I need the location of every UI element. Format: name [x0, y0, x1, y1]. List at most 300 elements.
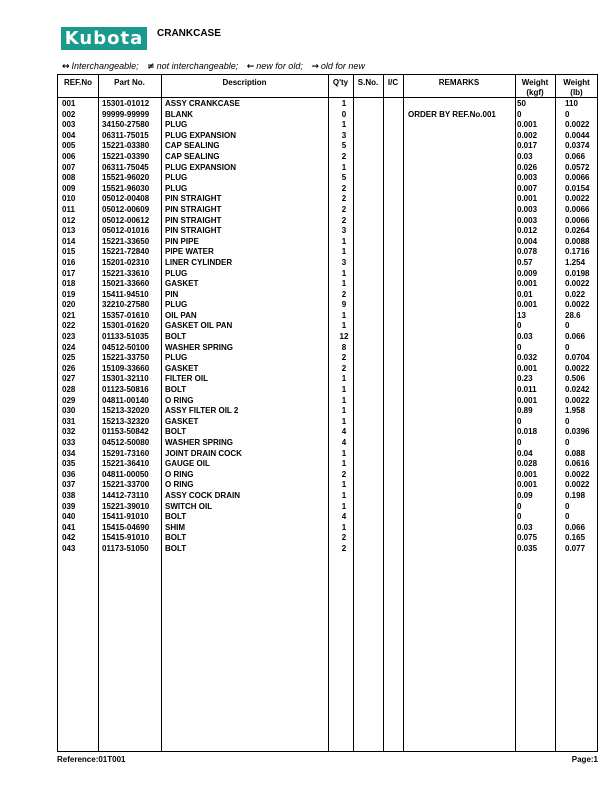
part-number-cell: 15221-36410	[102, 459, 150, 469]
table-row	[58, 216, 597, 227]
col-header-ref: REF.No	[64, 78, 92, 87]
ref-cell: 029	[62, 395, 76, 405]
weight-lb-cell: 0.0066	[565, 173, 590, 183]
quantity-cell: 5	[341, 141, 347, 151]
weight-kgf-cell: 0.001	[517, 395, 538, 405]
weight-kgf-cell: 0.03	[517, 332, 533, 342]
weight-lb-cell: 0	[565, 321, 570, 331]
quantity-cell: 2	[341, 183, 347, 193]
part-number-cell: 15221-33750	[102, 353, 150, 363]
description-cell: BOLT	[165, 543, 187, 553]
weight-lb-cell: 110	[565, 99, 578, 108]
weight-lb-cell: 0.066	[565, 522, 586, 532]
weight-lb-cell: 0.077	[565, 543, 586, 553]
quantity-cell: 1	[341, 120, 347, 130]
ref-cell: 027	[62, 374, 76, 384]
description-cell: WASHER SPRING	[165, 438, 234, 447]
part-number-cell: 15021-33660	[102, 279, 150, 289]
part-number-cell: 99999-99999	[102, 109, 150, 119]
table-row	[58, 131, 597, 142]
part-number-cell: 15411-91010	[102, 512, 149, 522]
table-row	[58, 459, 597, 470]
description-cell: GASKET	[165, 279, 199, 289]
table-row	[58, 374, 597, 385]
weight-lb-cell: 0.0066	[565, 204, 590, 214]
description-cell: PIN STRAIGHT	[165, 204, 222, 214]
ref-cell: 018	[62, 279, 76, 289]
col-header-weight-lb: Weight (lb)	[563, 78, 590, 97]
quantity-cell: 2	[341, 215, 347, 225]
quantity-cell: 1	[341, 236, 347, 246]
weight-kgf-cell: 0	[517, 512, 522, 522]
description-cell: PLUG EXPANSION	[165, 162, 236, 172]
ref-cell: 033	[62, 438, 76, 447]
table-row	[58, 385, 597, 396]
ref-cell: 026	[62, 363, 76, 373]
quantity-cell: 9	[341, 300, 347, 310]
table-row	[58, 194, 597, 205]
description-cell: O RING	[165, 480, 194, 490]
description-cell: GASKET OIL PAN	[165, 321, 233, 331]
weight-kgf-cell: 0.001	[517, 194, 538, 204]
weight-lb-cell: 0	[565, 109, 570, 119]
table-row	[58, 427, 597, 438]
part-number-cell: 15213-32020	[102, 406, 150, 416]
quantity-cell: 4	[341, 512, 347, 522]
weight-kgf-cell: 0.001	[517, 363, 538, 373]
legend	[62, 61, 371, 72]
col-header-part: Part No.	[114, 78, 145, 87]
table-row	[58, 120, 597, 131]
ref-cell: 001	[62, 99, 76, 108]
weight-lb-cell: 0.022	[565, 289, 586, 299]
quantity-cell: 1	[341, 321, 347, 331]
table-row	[58, 533, 597, 544]
description-cell: PIN STRAIGHT	[165, 215, 222, 225]
weight-kgf-cell: 0.078	[517, 247, 538, 257]
ref-cell: 014	[62, 236, 76, 246]
ref-cell: 008	[62, 173, 76, 183]
description-cell: GASKET	[165, 416, 199, 426]
ref-cell: 015	[62, 247, 76, 257]
quantity-cell: 2	[341, 363, 347, 373]
weight-kgf-cell: 0.89	[517, 406, 533, 416]
ref-cell: 017	[62, 268, 76, 278]
ref-cell: 039	[62, 501, 76, 511]
description-cell: PIN STRAIGHT	[165, 226, 222, 236]
table-row	[58, 491, 597, 502]
ref-cell: 042	[62, 533, 76, 543]
table-row	[58, 332, 597, 343]
description-cell: BLANK	[165, 109, 193, 119]
quantity-cell: 1	[341, 279, 347, 289]
table-body	[58, 99, 597, 555]
quantity-cell: 2	[341, 289, 347, 299]
weight-lb-cell: 0.0572	[565, 162, 590, 172]
table-row	[58, 406, 597, 417]
weight-lb-cell: 0	[565, 512, 570, 522]
weight-lb-cell: 0.0022	[565, 363, 590, 373]
description-cell: O RING	[165, 469, 194, 479]
part-number-cell: 01133-51035	[102, 332, 149, 342]
ref-cell: 009	[62, 183, 76, 193]
table-row	[58, 449, 597, 460]
quantity-cell: 3	[341, 257, 347, 267]
table-row	[58, 353, 597, 364]
part-number-cell: 06311-75015	[102, 130, 149, 140]
part-number-cell: 15411-94510	[102, 289, 149, 299]
table-row	[58, 480, 597, 491]
description-cell: LINER CYLINDER	[165, 257, 233, 267]
ref-cell: 028	[62, 385, 76, 395]
part-number-cell: 15301-32110	[102, 374, 149, 384]
reference-label: Reference:01T001	[57, 755, 126, 764]
part-number-cell: 15221-39010	[102, 501, 150, 511]
ref-cell: 022	[62, 321, 76, 331]
part-number-cell: 15221-33650	[102, 236, 150, 246]
weight-lb-cell: 0.0066	[565, 215, 590, 225]
ref-cell: 006	[62, 151, 76, 161]
part-number-cell: 15221-03380	[102, 141, 150, 151]
part-number-cell: 15221-72840	[102, 247, 150, 257]
table-row	[58, 99, 597, 110]
weight-kgf-cell: 0.026	[517, 162, 538, 172]
description-cell: PIN	[165, 289, 179, 299]
quantity-cell: 1	[341, 395, 347, 405]
part-number-cell: 05012-00609	[102, 204, 150, 214]
ref-cell: 010	[62, 194, 76, 204]
quantity-cell: 2	[341, 353, 347, 363]
description-cell: BOLT	[165, 427, 187, 437]
description-cell: SHIM	[165, 522, 185, 532]
ref-cell: 003	[62, 120, 76, 130]
description-cell: GASKET	[165, 363, 199, 373]
weight-lb-cell: 0.0022	[565, 395, 590, 405]
part-number-cell: 05012-01016	[102, 226, 150, 236]
part-number-cell: 15221-33610	[102, 268, 150, 278]
page-title: CRANKCASE	[157, 28, 221, 39]
quantity-cell: 4	[341, 427, 347, 437]
part-number-cell: 04811-00050	[102, 469, 149, 479]
remarks-cell: ORDER BY REF.No.001	[408, 109, 496, 119]
weight-kgf-cell: 0	[517, 501, 522, 511]
weight-kgf-cell: 0.018	[517, 427, 538, 437]
weight-lb-cell: 0.165	[565, 533, 586, 543]
table-row	[58, 311, 597, 322]
weight-kgf-cell: 0.23	[517, 374, 533, 384]
table-row	[58, 237, 597, 248]
ref-cell: 013	[62, 226, 76, 236]
quantity-cell: 1	[341, 385, 347, 395]
weight-lb-cell: 0.0154	[565, 183, 590, 193]
ref-cell: 035	[62, 459, 76, 469]
description-cell: PLUG	[165, 183, 188, 193]
description-cell: FILTER OIL	[165, 374, 208, 384]
weight-kgf-cell: 0.001	[517, 279, 538, 289]
weight-kgf-cell: 0	[517, 438, 522, 447]
weight-lb-cell: 0.0088	[565, 236, 590, 246]
description-cell: PIN PIPE	[165, 236, 199, 246]
description-cell: BOLT	[165, 332, 187, 342]
ref-cell: 025	[62, 353, 76, 363]
weight-kgf-cell: 0.017	[517, 141, 538, 151]
weight-lb-cell: 0	[565, 416, 570, 426]
weight-kgf-cell: 0.57	[517, 257, 533, 267]
table-row	[58, 258, 597, 269]
weight-lb-cell: 0.088	[565, 448, 586, 458]
description-cell: O RING	[165, 395, 194, 405]
ref-cell: 004	[62, 130, 76, 140]
part-number-cell: 15415-04690	[102, 522, 150, 532]
quantity-cell: 1	[341, 490, 347, 500]
ref-cell: 037	[62, 480, 76, 490]
part-number-cell: 15521-96020	[102, 173, 150, 183]
ref-cell: 043	[62, 543, 76, 553]
part-number-cell: 04512-50080	[102, 438, 150, 447]
part-number-cell: 01173-51050	[102, 543, 149, 553]
weight-kgf-cell: 0	[517, 109, 522, 119]
weight-lb-cell: 0.066	[565, 332, 586, 342]
weight-lb-cell: 0.506	[565, 374, 586, 384]
ref-cell: 036	[62, 469, 76, 479]
quantity-cell: 1	[341, 310, 347, 320]
quantity-cell: 12	[339, 332, 349, 342]
weight-kgf-cell: 0.04	[517, 448, 533, 458]
part-number-cell: 05012-00612	[102, 215, 150, 225]
part-number-cell: 32210-27580	[102, 300, 150, 310]
ref-cell: 016	[62, 257, 76, 267]
weight-kgf-cell: 0.035	[517, 543, 538, 553]
logo-text: Kubota	[64, 28, 144, 49]
weight-lb-cell: 0.0704	[565, 353, 590, 363]
quantity-cell: 1	[341, 448, 347, 458]
col-header-remarks: REMARKS	[438, 78, 480, 87]
left-arrow-icon: ←	[246, 62, 255, 72]
part-number-cell: 15201-02310	[102, 257, 150, 267]
description-cell: PLUG	[165, 300, 188, 310]
table-row	[58, 247, 597, 258]
weight-lb-cell: 1.958	[565, 406, 586, 416]
quantity-cell: 2	[341, 469, 347, 479]
ref-cell: 034	[62, 448, 76, 458]
weight-lb-cell: 0.0022	[565, 279, 590, 289]
weight-lb-cell: 0.0198	[565, 268, 590, 278]
table-row	[58, 321, 597, 332]
quantity-cell: 4	[341, 438, 347, 447]
weight-kgf-cell: 0.011	[517, 385, 537, 395]
part-number-cell: 01153-50842	[102, 427, 149, 437]
weight-lb-cell: 0.066	[565, 151, 586, 161]
quantity-cell: 3	[341, 130, 347, 140]
quantity-cell: 1	[341, 406, 347, 416]
quantity-cell: 1	[341, 522, 347, 532]
weight-kgf-cell: 0	[517, 416, 522, 426]
table-row	[58, 269, 597, 280]
weight-kgf-cell: 0.028	[517, 459, 538, 469]
ref-cell: 021	[62, 310, 76, 320]
description-cell: SWITCH OIL	[165, 501, 213, 511]
weight-lb-cell: 0.1716	[565, 247, 590, 257]
kubota-logo	[61, 27, 147, 50]
weight-lb-cell: 0.0396	[565, 427, 590, 437]
ref-cell: 011	[62, 204, 75, 214]
part-number-cell: 01123-50816	[102, 385, 149, 395]
ref-cell: 024	[62, 342, 76, 352]
weight-kgf-cell: 0.003	[517, 173, 538, 183]
description-cell: GAUGE OIL	[165, 459, 210, 469]
quantity-cell: 1	[341, 459, 347, 469]
quantity-cell: 3	[341, 226, 347, 236]
col-header-sno: S.No.	[357, 78, 379, 87]
legend-item-not-interchangeable: ≠ not interchangeable;	[147, 61, 239, 72]
ref-cell: 038	[62, 490, 76, 500]
weight-kgf-cell: 0	[517, 342, 522, 352]
weight-kgf-cell: 0.09	[517, 490, 533, 500]
page-number: Page:1	[571, 755, 598, 764]
table-row	[58, 226, 597, 237]
table-row	[58, 417, 597, 428]
ref-cell: 032	[62, 427, 76, 437]
weight-kgf-cell: 0.007	[517, 183, 538, 193]
weight-kgf-cell: 0.002	[517, 130, 538, 140]
table-row	[58, 470, 597, 481]
legend-item-old-for-new: → old for new	[311, 61, 365, 72]
col-header-description: Description	[222, 78, 267, 87]
table-row	[58, 279, 597, 290]
part-number-cell: 06311-75045	[102, 162, 149, 172]
weight-lb-cell: 0.0616	[565, 459, 590, 469]
table-row	[58, 141, 597, 152]
weight-kgf-cell: 0.003	[517, 215, 538, 225]
quantity-cell: 2	[341, 533, 347, 543]
ref-cell: 002	[62, 109, 76, 119]
legend-item-new-for-old: ← new for old;	[246, 61, 303, 72]
table-row	[58, 152, 597, 163]
description-cell: PLUG	[165, 353, 188, 363]
quantity-cell: 5	[341, 173, 347, 183]
ref-cell: 020	[62, 300, 76, 310]
parts-table	[57, 74, 598, 752]
table-row	[58, 343, 597, 354]
table-row	[58, 512, 597, 523]
quantity-cell: 1	[341, 480, 347, 490]
description-cell: CAP SEALING	[165, 151, 220, 161]
weight-kgf-cell: 0.003	[517, 204, 538, 214]
quantity-cell: 1	[341, 416, 347, 426]
weight-kgf-cell: 0.012	[517, 226, 538, 236]
part-number-cell: 15221-03390	[102, 151, 150, 161]
description-cell: CAP SEALING	[165, 141, 220, 151]
weight-kgf-cell: 0.01	[517, 289, 533, 299]
weight-lb-cell: 0.0374	[565, 141, 590, 151]
description-cell: BOLT	[165, 512, 187, 522]
weight-kgf-cell: 0.009	[517, 268, 538, 278]
part-number-cell: 15301-01012	[102, 99, 150, 108]
quantity-cell: 1	[341, 99, 347, 108]
weight-kgf-cell: 0.001	[517, 120, 538, 130]
ref-cell: 040	[62, 512, 76, 522]
weight-kgf-cell: 0.001	[517, 300, 538, 310]
quantity-cell: 8	[341, 342, 347, 352]
ref-cell: 030	[62, 406, 76, 416]
description-cell: BOLT	[165, 533, 187, 543]
quantity-cell: 2	[341, 543, 347, 553]
weight-lb-cell: 0.198	[565, 490, 586, 500]
ref-cell: 023	[62, 332, 76, 342]
weight-lb-cell: 28.6	[565, 310, 581, 320]
table-row	[58, 163, 597, 174]
description-cell: PLUG	[165, 268, 188, 278]
weight-kgf-cell: 0.004	[517, 236, 538, 246]
ref-cell: 041	[62, 522, 76, 532]
description-cell: ASSY CRANKCASE	[165, 99, 240, 108]
weight-lb-cell: 0.0022	[565, 120, 590, 130]
weight-kgf-cell: 0.001	[517, 469, 538, 479]
right-arrow-icon: →	[311, 62, 319, 72]
weight-lb-cell: 0.0264	[565, 226, 590, 236]
col-header-ic: I/C	[387, 78, 399, 87]
part-number-cell: 04512-50100	[102, 342, 150, 352]
table-row	[58, 523, 597, 534]
ref-cell: 019	[62, 289, 76, 299]
weight-lb-cell: 0	[565, 501, 570, 511]
quantity-cell: 1	[341, 501, 347, 511]
legend-item-interchangeable: ↔ Interchangeable;	[62, 61, 139, 72]
part-number-cell: 15357-01610	[102, 310, 150, 320]
quantity-cell: 2	[341, 204, 347, 214]
col-header-qty: Q'ty	[332, 78, 349, 87]
table-row	[58, 290, 597, 301]
table-row	[58, 438, 597, 449]
description-cell: PIN STRAIGHT	[165, 194, 222, 204]
table-row	[58, 502, 597, 513]
table-row	[58, 364, 597, 375]
weight-kgf-cell: 0	[517, 321, 522, 331]
part-number-cell: 14412-73110	[102, 490, 149, 500]
part-number-cell: 15221-33700	[102, 480, 150, 490]
table-row	[58, 396, 597, 407]
quantity-cell: 1	[341, 374, 347, 384]
weight-kgf-cell: 0.03	[517, 522, 533, 532]
ref-cell: 005	[62, 141, 76, 151]
description-cell: ASSY FILTER OIL 2	[165, 406, 239, 416]
table-row	[58, 173, 597, 184]
ref-cell: 012	[62, 215, 76, 225]
weight-lb-cell: 0.0022	[565, 300, 590, 310]
description-cell: ASSY COCK DRAIN	[165, 490, 240, 500]
part-number-cell: 15301-01620	[102, 321, 150, 331]
weight-kgf-cell: 50	[517, 99, 526, 108]
weight-lb-cell: 0	[565, 342, 570, 352]
part-number-cell: 04811-00140	[102, 395, 149, 405]
weight-lb-cell: 0.0022	[565, 480, 590, 490]
description-cell: WASHER SPRING	[165, 342, 234, 352]
part-number-cell: 05012-00408	[102, 194, 150, 204]
description-cell: PIPE WATER	[165, 247, 214, 257]
weight-lb-cell: 0.0242	[565, 385, 590, 395]
weight-lb-cell: 0.0022	[565, 469, 590, 479]
quantity-cell: 0	[341, 109, 347, 119]
part-number-cell: 15213-32320	[102, 416, 150, 426]
table-row	[58, 110, 597, 121]
weight-kgf-cell: 0.032	[517, 353, 538, 363]
not-equal-icon: ≠	[147, 62, 155, 72]
table-row	[58, 184, 597, 195]
part-number-cell: 15415-91010	[102, 533, 150, 543]
part-number-cell: 15291-73160	[102, 448, 150, 458]
weight-kgf-cell: 0.001	[517, 480, 538, 490]
table-row	[58, 205, 597, 216]
